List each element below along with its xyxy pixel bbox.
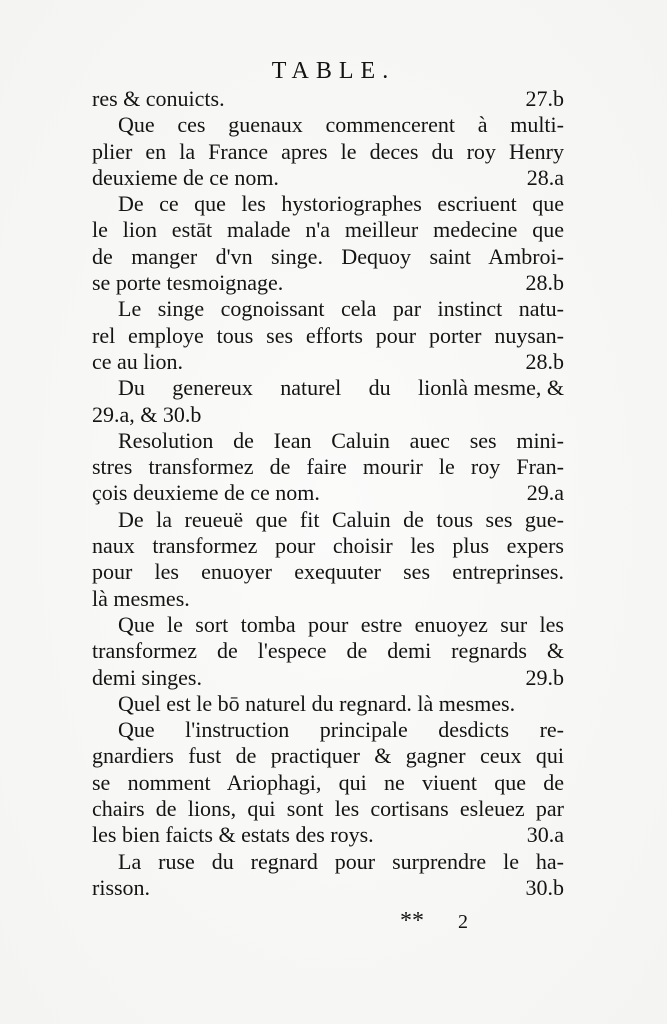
entry-text: là mesmes. <box>92 585 190 611</box>
entry-line <box>92 323 564 349</box>
page-header: TABLE. <box>271 58 396 84</box>
index-entry <box>92 849 564 902</box>
entry-line <box>92 139 564 165</box>
entry-text: demi singes. <box>92 664 202 690</box>
page-reference: 28.a <box>526 164 564 190</box>
index-entry <box>92 507 564 612</box>
entry-text: transformez de l'espece de demi regnards & <box>92 638 564 664</box>
entry-text: çois deuxieme de ce nom. <box>92 480 320 506</box>
page-reference: 28.b <box>525 270 564 296</box>
entry-line <box>92 270 564 296</box>
index-entry <box>92 717 564 848</box>
entry-text: gnardiers fust de practiquer & gagner ceux qui <box>92 743 564 769</box>
entry-line <box>92 112 564 138</box>
catchword: ** <box>400 908 424 934</box>
index-entry <box>92 691 564 717</box>
page-reference: 30.a <box>526 822 564 848</box>
entry-text: Du genereux naturel du lion <box>118 375 453 401</box>
entry-text: se nomment Ariophagi, qui ne viuent que de <box>92 769 564 795</box>
entry-line <box>92 849 564 875</box>
entry-line <box>92 822 564 848</box>
index-entry <box>92 612 564 691</box>
entry-line <box>92 559 564 585</box>
entry-line <box>92 691 564 717</box>
entry-line <box>92 612 564 638</box>
entry-text: La ruse du regnard pour surprendre le ha- <box>118 848 564 874</box>
entry-line <box>92 665 564 691</box>
signature-mark: 2 <box>458 911 468 933</box>
entry-text: Que l'instruction principale desdicts re- <box>118 717 564 743</box>
page-reference: 29.b <box>525 664 564 690</box>
entry-text: risson. <box>92 874 151 900</box>
entry-line <box>92 770 564 796</box>
index-entries <box>92 86 564 901</box>
entry-line <box>92 165 564 191</box>
entry-line <box>92 402 564 428</box>
entry-line <box>92 428 564 454</box>
entry-line <box>92 796 564 822</box>
index-entry <box>92 296 564 375</box>
entry-text: Que ces guenaux commencerent à multi- <box>118 112 564 138</box>
page-reference: là mesme, & <box>452 375 564 401</box>
page-reference: 28.b <box>525 348 564 374</box>
entry-line <box>92 717 564 743</box>
entry-line <box>92 86 564 112</box>
entry-text: plier en la France apres le deces du roy Henry <box>92 138 564 164</box>
entry-line <box>92 638 564 664</box>
page-reference: 27.b <box>525 86 564 111</box>
entry-text: De la reueuë que fit Caluin de tous ses gue- <box>118 506 564 532</box>
entry-text: Quel est le bō naturel du regnard. là mesmes. <box>118 690 516 716</box>
entry-line <box>92 507 564 533</box>
entry-line <box>92 349 564 375</box>
entry-text: ce au lion. <box>92 348 184 374</box>
entry-text: le lion estāt malade n'a meilleur medecine que <box>92 217 564 243</box>
index-entry <box>92 375 564 428</box>
index-entry <box>92 191 564 296</box>
entry-text: se porte tesmoignage. <box>92 270 284 296</box>
entry-line <box>92 191 564 217</box>
entry-text: rel employe tous ses efforts pour porter nuysan- <box>92 322 564 348</box>
entry-text: res & conuicts. <box>92 86 225 111</box>
entry-text: Que le sort tomba pour estre enuoyez sur les <box>118 611 564 637</box>
entry-line <box>92 533 564 559</box>
entry-line <box>92 586 564 612</box>
entry-line <box>92 296 564 322</box>
entry-text: De ce que les hystoriographes escriuent que <box>118 191 564 217</box>
entry-line <box>92 217 564 243</box>
entry-text: Resolution de Iean Caluin auec ses mini- <box>118 427 564 453</box>
entry-text: chairs de lions, qui sont les cortisans esleuez par <box>92 796 564 822</box>
entry-line <box>92 375 564 401</box>
entry-text: stres transformez de faire mourir le roy Fran- <box>92 454 564 480</box>
page-reference: 30.b <box>525 874 564 900</box>
entry-line <box>92 244 564 270</box>
index-entry <box>92 428 564 507</box>
entry-text: 29.a, & 30.b <box>92 401 202 427</box>
entry-text: deuxieme de ce nom. <box>92 164 279 190</box>
page-footer <box>400 908 468 935</box>
index-entry <box>92 86 564 112</box>
entry-text: Le singe cognoissant cela par instinct natu- <box>118 296 564 322</box>
entry-text: naux transformez pour choisir les plus expers <box>92 533 564 559</box>
entry-text: de manger d'vn singe. Dequoy saint Ambroi- <box>92 243 564 269</box>
entry-text: pour les enuoyer exequuter ses entreprinses. <box>92 559 564 585</box>
entry-text: les bien faicts & estats des roys. <box>92 822 374 848</box>
index-entry <box>92 112 564 191</box>
entry-line <box>92 480 564 506</box>
entry-line <box>92 743 564 769</box>
page-reference: 29.a <box>526 480 564 506</box>
entry-line <box>92 875 564 901</box>
entry-line <box>92 454 564 480</box>
